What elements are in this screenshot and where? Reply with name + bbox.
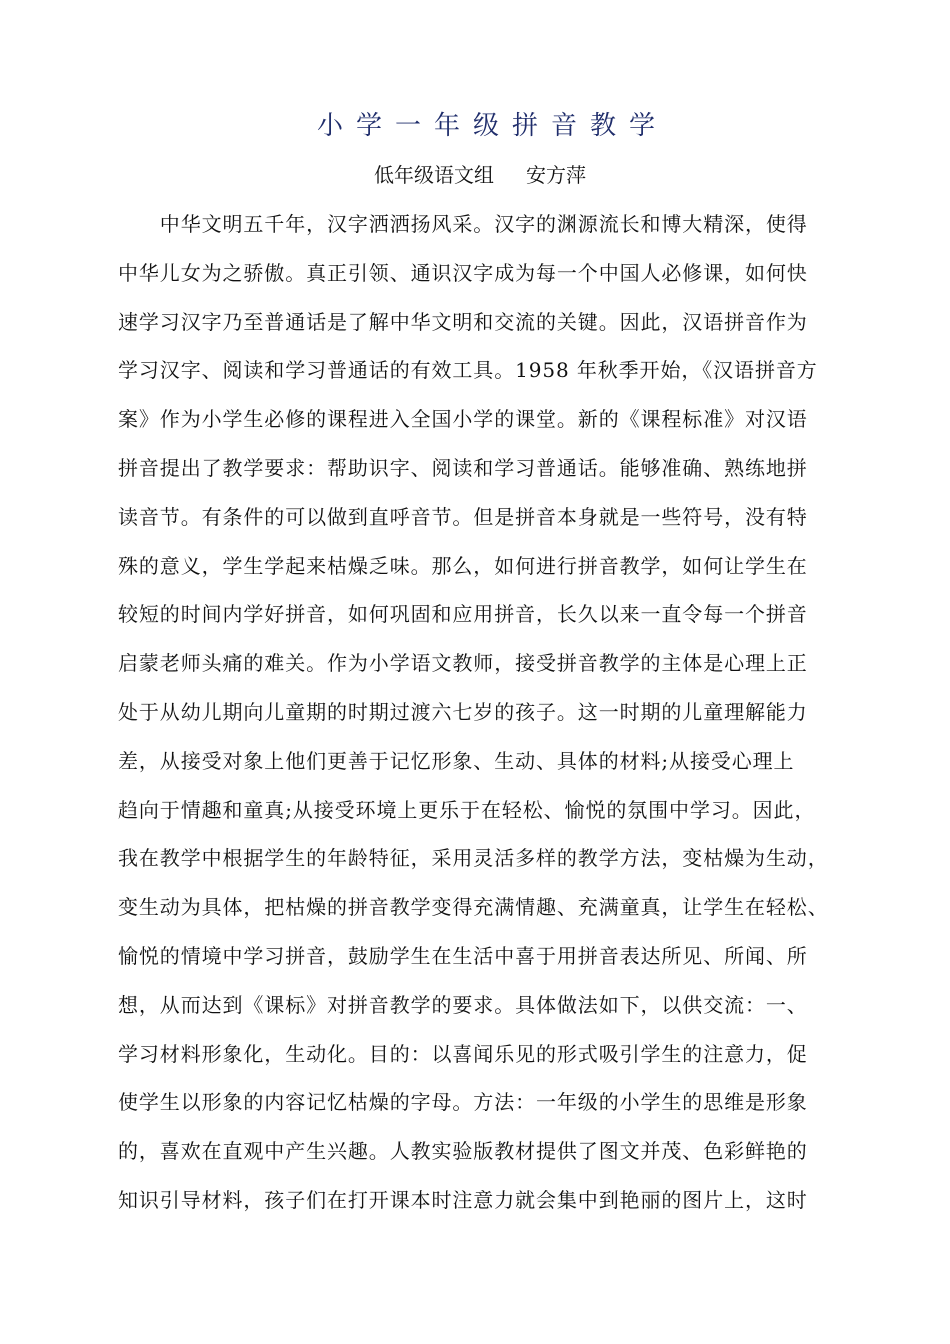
paragraph-line: 拼音提出了教学要求：帮助识字、阅读和学习普通话。能够准确、熟练地拼	[118, 455, 808, 480]
paragraph-line: 使学生以形象的内容记忆枯燥的字母。方法：一年级的小学生的思维是形象	[118, 1090, 808, 1115]
paragraph-line: 案》作为小学生必修的课程进入全国小学的课堂。新的《课程标准》对汉语	[118, 407, 808, 432]
byline	[374, 160, 586, 190]
paragraph-line: 愉悦的情境中学习拼音，鼓励学生在生活中喜于用拼音表达所见、所闻、所	[118, 943, 808, 968]
paragraph-line: 殊的意义，学生学起来枯燥乏味。那么，如何进行拼音教学，如何让学生在	[118, 553, 808, 578]
paragraph-line: 学习材料形象化，生动化。目的：以喜闻乐见的形式吸引学生的注意力，促	[118, 1041, 808, 1066]
body-paragraph	[118, 206, 878, 1231]
paragraph-line: 学习汉字、阅读和学习普通话的有效工具。1958 年秋季开始，《汉语拼音方	[118, 358, 818, 383]
paragraph-line: 启蒙老师头痛的难关。作为小学语文教师，接受拼音教学的主体是心理上正	[118, 651, 808, 676]
paragraph-line: 较短的时间内学好拼音，如何巩固和应用拼音，长久以来一直令每一个拼音	[118, 602, 808, 627]
paragraph-line: 趋向于情趣和童真;从接受环境上更乐于在轻松、愉悦的氛围中学习。因此，	[118, 797, 816, 822]
paragraph-line: 中华文明五千年，汉字洒洒扬风采。汉字的渊源流长和博大精深，使得	[118, 212, 808, 236]
paragraph-line: 想，从而达到《课标》对拼音教学的要求。具体做法如下，以供交流：一、	[118, 992, 808, 1017]
paragraph-line: 知识引导材料，孩子们在打开课本时注意力就会集中到艳丽的图片上，这时	[118, 1187, 808, 1212]
paragraph-line: 差，从接受对象上他们更善于记忆形象、生动、具体的材料;从接受心理上	[118, 748, 795, 773]
paragraph-line: 中华儿女为之骄傲。真正引领、通识汉字成为每一个中国人必修课，如何快	[118, 260, 808, 285]
paragraph-line: 变生动为具体，把枯燥的拼音教学变得充满情趣、充满童真，让学生在轻松、	[118, 895, 829, 920]
paragraph-line: 我在教学中根据学生的年龄特征，采用灵活多样的教学方法，变枯燥为生动，	[118, 846, 829, 871]
byline-author: 安方萍	[526, 163, 586, 187]
document-title: 小学一年级拼音教学	[316, 111, 668, 141]
byline-group: 低年级语文组	[374, 163, 494, 187]
paragraph-line: 速学习汉字乃至普通话是了解中华文明和交流的关键。因此，汉语拼音作为	[118, 309, 808, 334]
paragraph-line: 的，喜欢在直观中产生兴趣。人教实验版教材提供了图文并茂、色彩鲜艳的	[118, 1139, 808, 1164]
paragraph-line: 处于从幼儿期向儿童期的时期过渡六七岁的孩子。这一时期的儿童理解能力	[118, 699, 808, 724]
paragraph-line: 读音节。有条件的可以做到直呼音节。但是拼音本身就是一些符号，没有特	[118, 504, 808, 529]
